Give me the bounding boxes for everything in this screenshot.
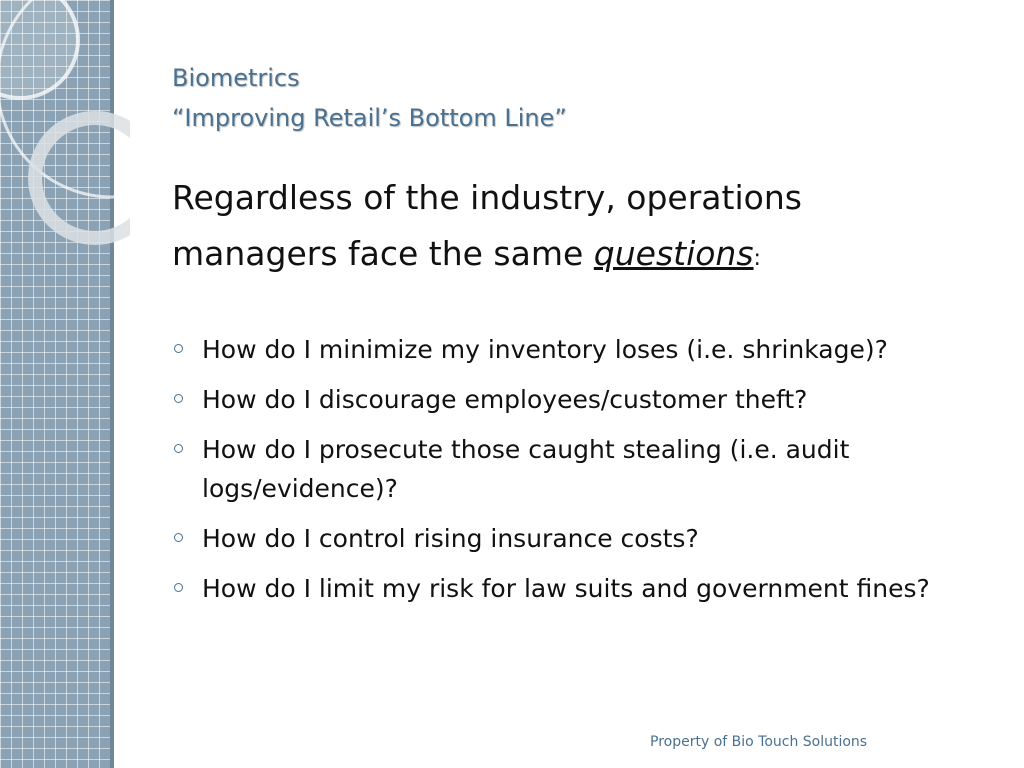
lead-emphasis: questions: [593, 234, 754, 273]
bullet-ring-icon: [174, 533, 183, 542]
title-line-2: “Improving Retail’s Bottom Line”: [172, 104, 567, 132]
list-item: [172, 330, 1017, 369]
question-list: [172, 330, 1017, 619]
list-item: [172, 519, 1017, 558]
decorative-circles: [0, 0, 130, 260]
lead-statement: [172, 170, 892, 287]
list-item-text: How do I limit my risk for law suits and government fines?: [202, 574, 930, 603]
bullet-ring-icon: [174, 394, 183, 403]
list-item-text: How do I control rising insurance costs?: [202, 524, 699, 553]
lead-text: Regardless of the industry, operations managers face the same: [172, 178, 802, 273]
list-item-text: How do I minimize my inventory loses (i.e. shrinkage)?: [202, 335, 888, 364]
footer-text: Property of Bio Touch Solutions: [650, 734, 868, 750]
bullet-ring-icon: [174, 344, 183, 353]
title-line-1: Biometrics: [172, 64, 300, 92]
slide-title: [172, 58, 567, 138]
bullet-ring-icon: [174, 583, 183, 592]
list-item: [172, 430, 1017, 508]
bullet-ring-icon: [174, 444, 183, 453]
list-item-text: How do I prosecute those caught stealing (i.e. audit logs/evidence)?: [202, 435, 850, 503]
list-item: [172, 380, 1017, 419]
lead-colon: :: [753, 246, 761, 271]
list-item: [172, 569, 1017, 608]
list-item-text: How do I discourage employees/customer theft?: [202, 385, 808, 414]
